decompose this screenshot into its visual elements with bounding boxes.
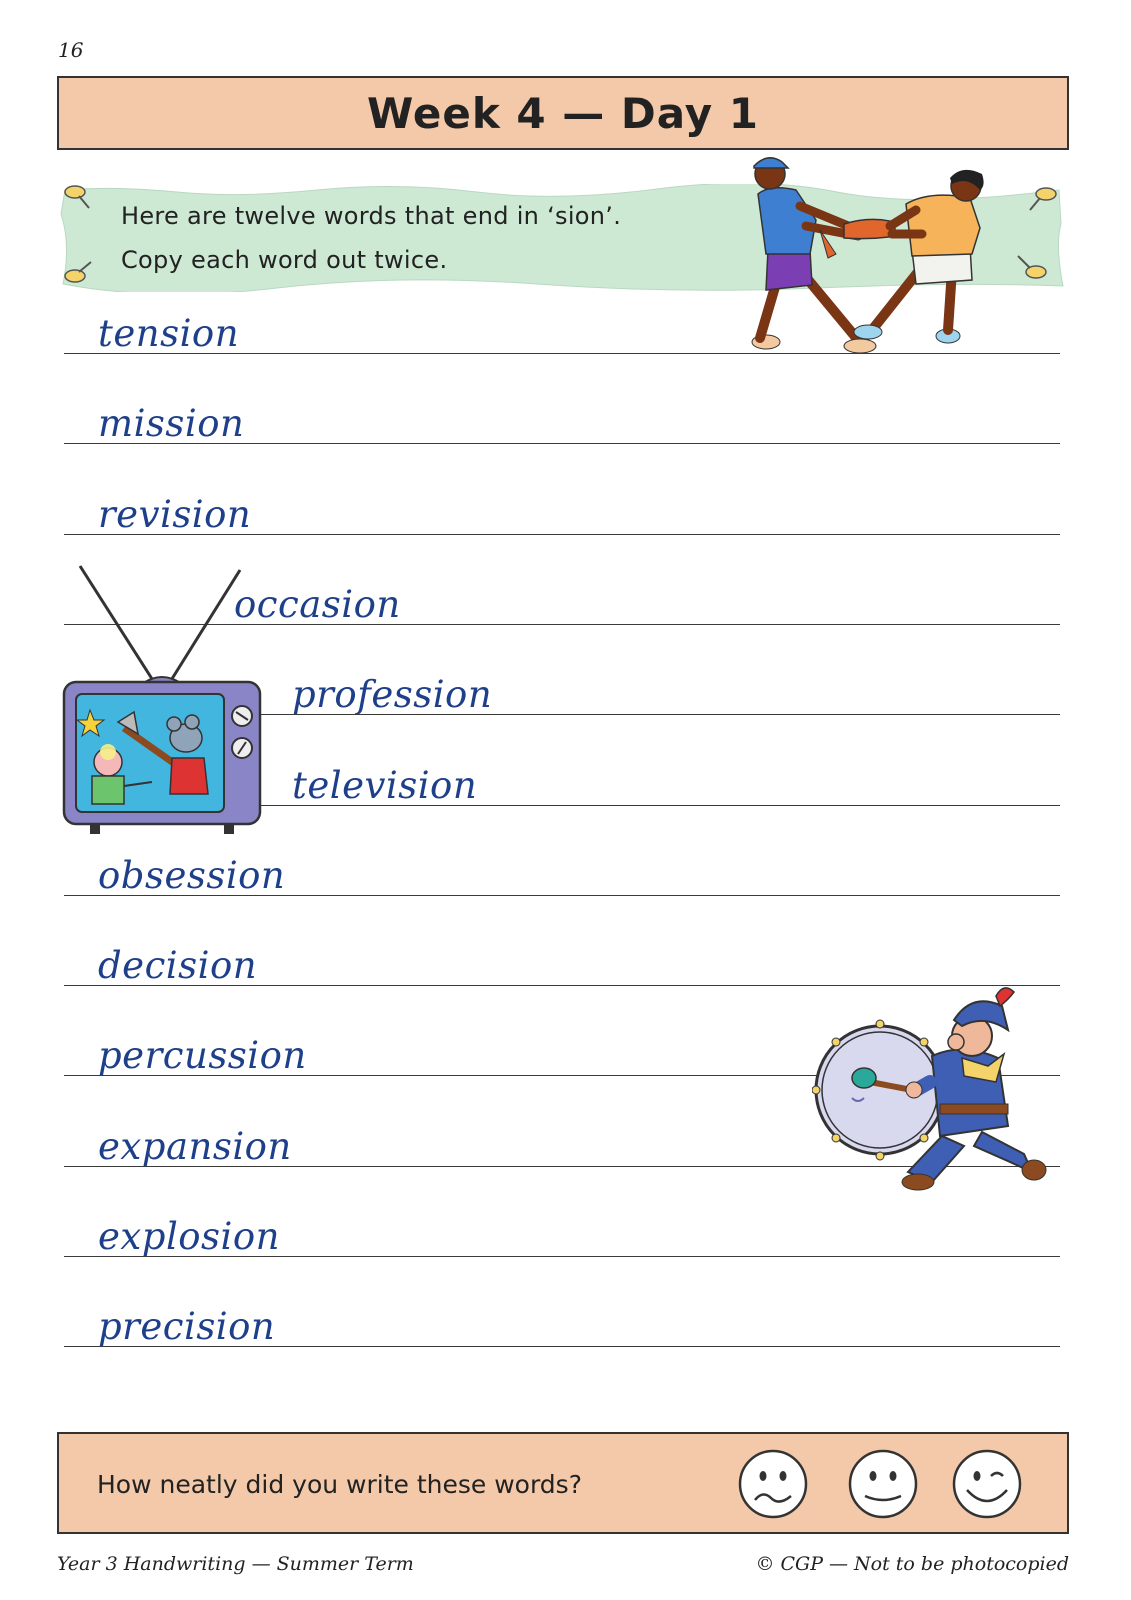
page-title: Week 4 — Day 1 [367, 88, 759, 138]
page-number: 16 [58, 38, 84, 62]
instruction-line-1: Here are twelve words that end in ‘sion’. [121, 202, 622, 230]
rating-box [57, 1432, 1069, 1534]
writing-line[interactable] [64, 1256, 1060, 1257]
title-bar [57, 76, 1069, 150]
word-row [64, 404, 1060, 444]
neutral-face-icon[interactable] [847, 1448, 919, 1520]
word-explosion: explosion [98, 1215, 280, 1258]
instruction-line-2: Copy each word out twice. [121, 246, 448, 274]
pin-icon [1012, 246, 1052, 286]
word-precision: precision [98, 1305, 276, 1349]
sad-face-icon[interactable] [737, 1448, 809, 1520]
writing-line[interactable] [64, 443, 1060, 444]
writing-line[interactable] [64, 1346, 1060, 1347]
writing-line[interactable] [64, 534, 1060, 535]
word-television: television [292, 763, 478, 807]
word-obsession: obsession [98, 853, 286, 897]
word-decision: decision [98, 944, 258, 988]
word-tension: tension [98, 312, 240, 355]
word-expansion: expansion [98, 1124, 292, 1168]
writing-line[interactable] [64, 895, 1060, 896]
happy-face-icon[interactable] [951, 1448, 1023, 1520]
pin-icon [57, 178, 97, 218]
word-occasion: occasion [234, 582, 401, 626]
word-profession: profession [292, 673, 493, 717]
rating-question: How neatly did you write these words? [97, 1470, 582, 1499]
word-revision: revision [98, 492, 252, 536]
television-illustration [62, 562, 272, 840]
pin-icon [57, 252, 97, 292]
word-row [64, 1217, 1060, 1257]
drummer-illustration [812, 986, 1070, 1198]
word-row [64, 492, 1060, 536]
word-row [64, 1307, 1060, 1347]
footer-copyright: © CGP — Not to be photocopied [755, 1553, 1069, 1575]
pin-icon [1022, 180, 1062, 220]
word-row [64, 853, 1060, 897]
word-row [64, 946, 1060, 986]
writing-line[interactable] [64, 353, 1060, 354]
footer-course: Year 3 Handwriting — Summer Term [57, 1553, 414, 1575]
word-percussion: percussion [98, 1034, 307, 1078]
word-row [64, 314, 1060, 354]
word-mission: mission [98, 402, 245, 446]
